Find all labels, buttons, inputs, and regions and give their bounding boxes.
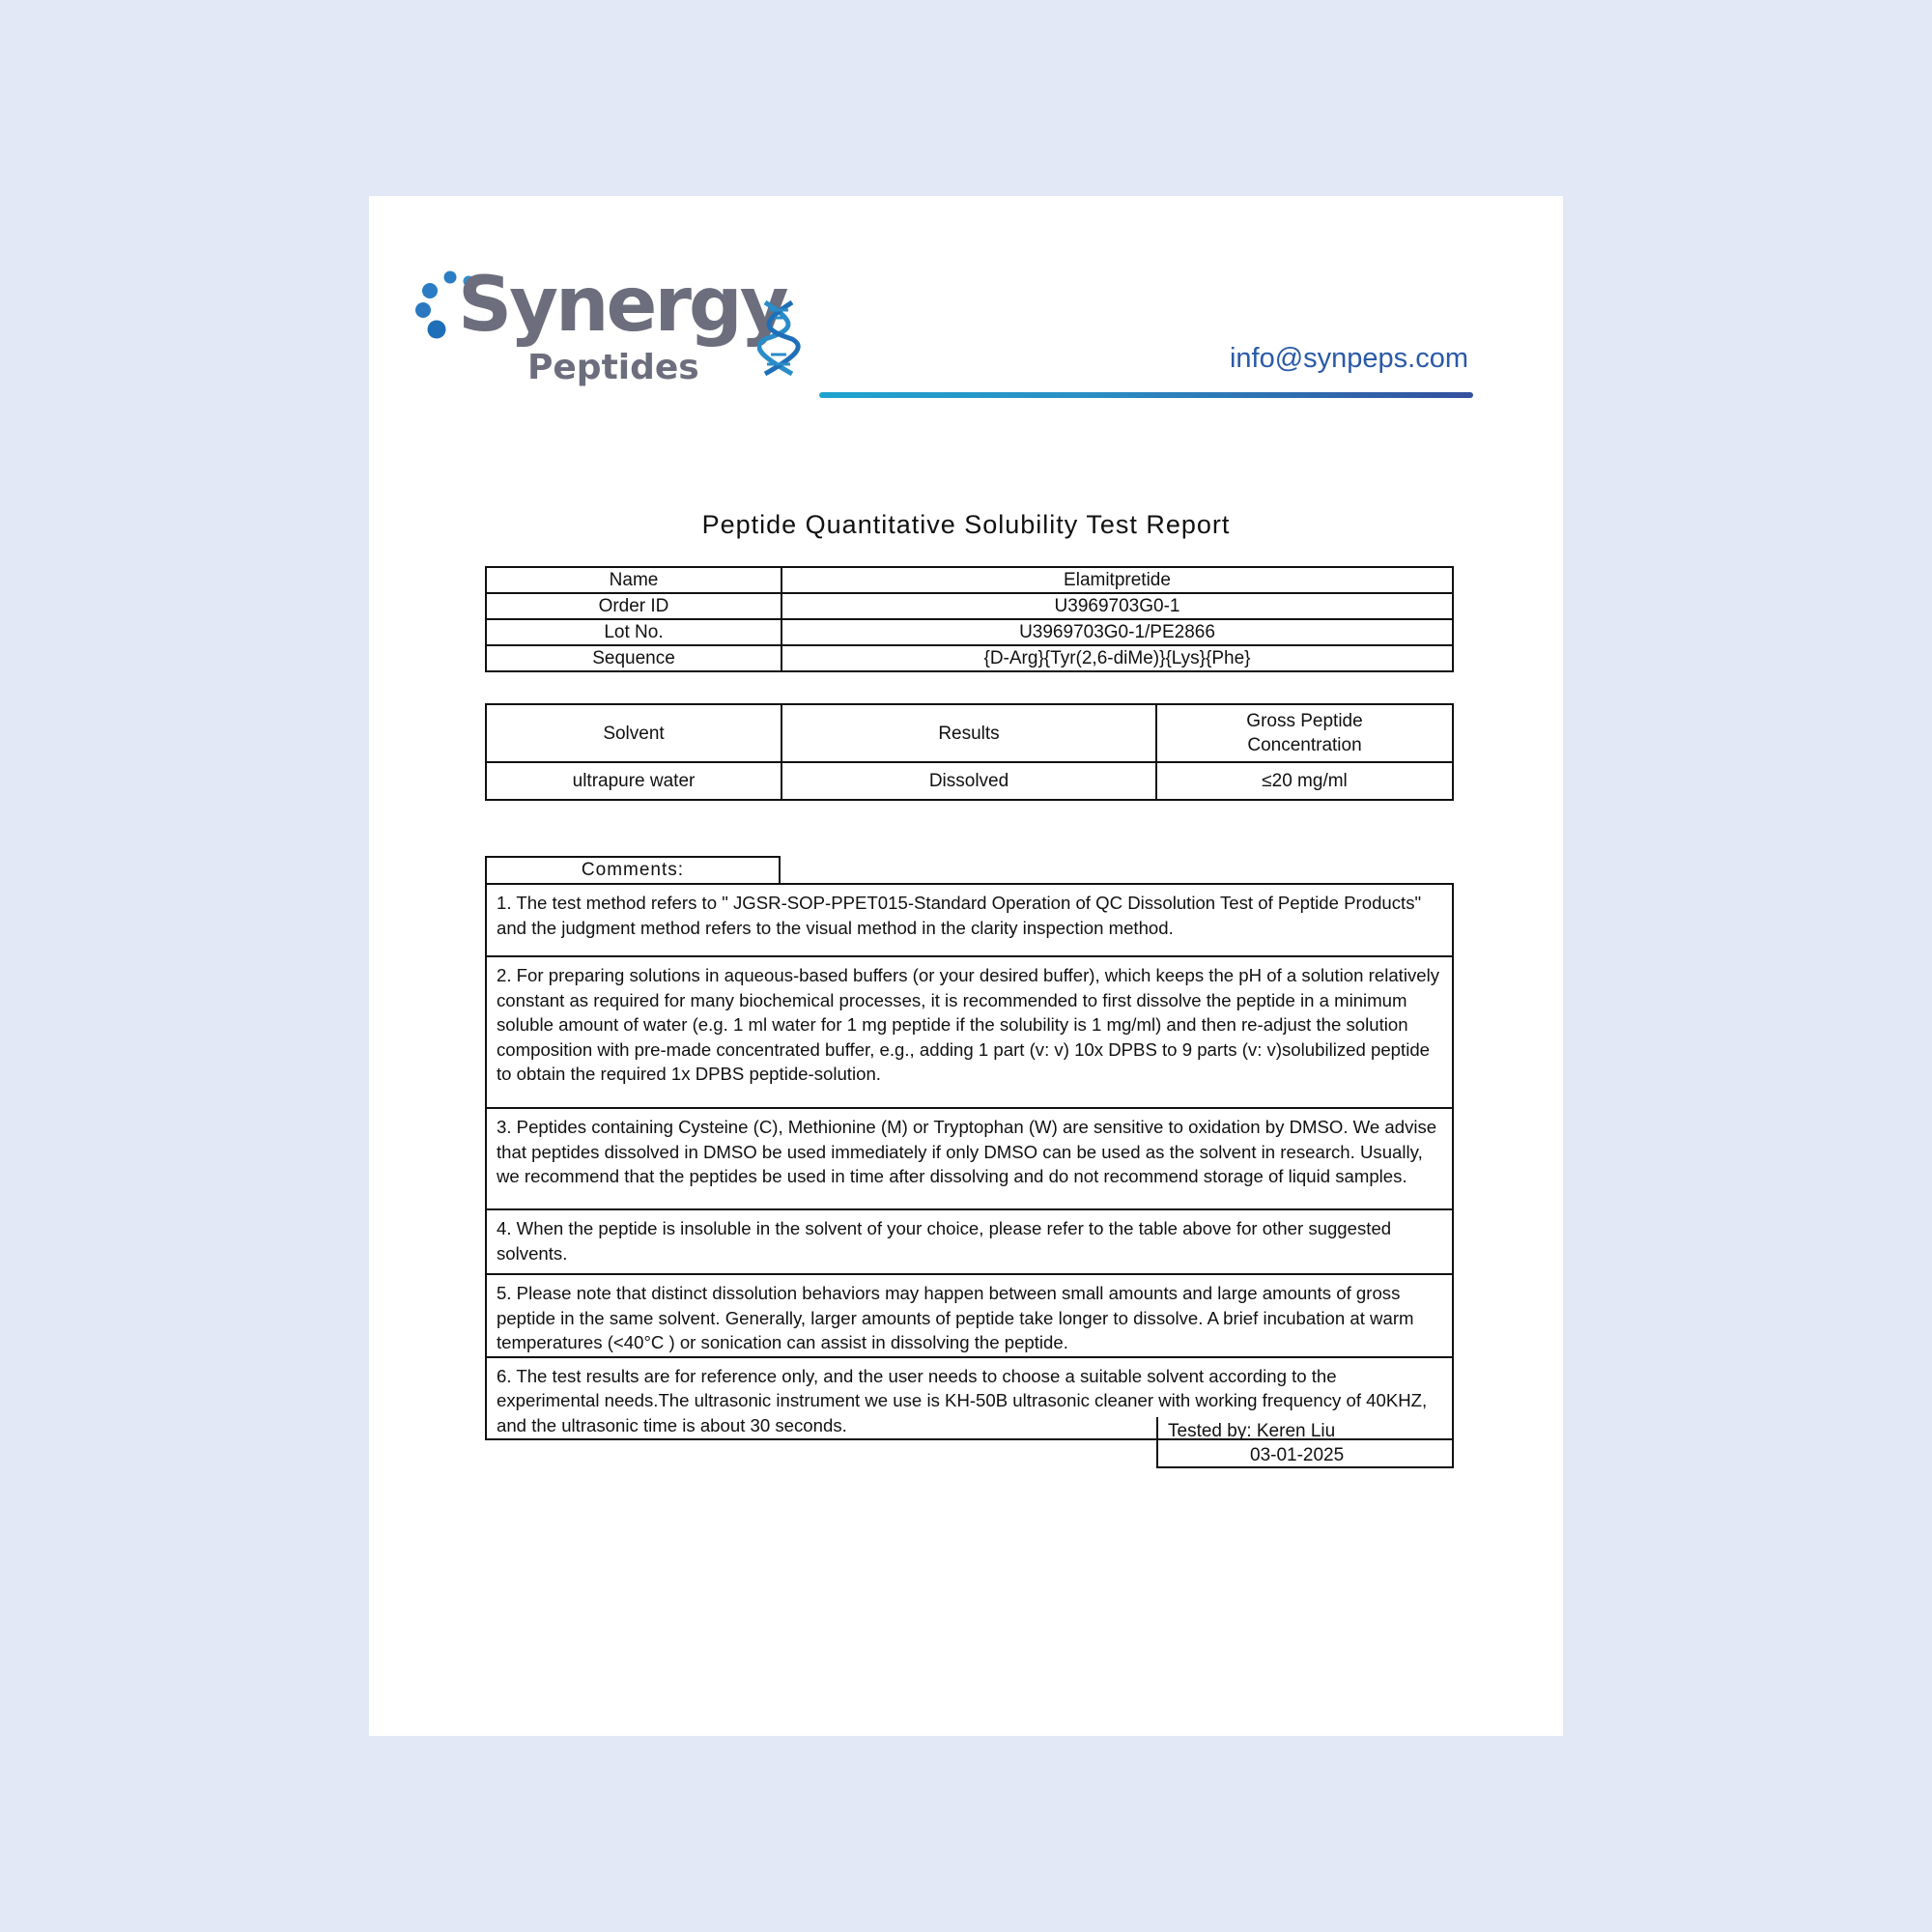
- solubility-results-table: [485, 703, 1454, 801]
- solvent-cell: ultrapure water: [486, 762, 781, 800]
- comment-text: 6. The test results are for reference only, and the user needs to choose a suitable solvent according to the experimental needs.The ultrasonic instrument we use is KH-50B ultrasonic cleaner with working frequency of 40KHZ, and the ultrasonic time is about 30 seconds.: [486, 1357, 1453, 1440]
- dna-helix-icon: [757, 300, 802, 378]
- info-value: U3969703G0-1: [781, 593, 1453, 619]
- info-value: U3969703G0-1/PE2866: [781, 619, 1453, 645]
- tested-by: Tested by: Keren Liu: [1168, 1421, 1336, 1441]
- comments-label: Comments:: [485, 856, 781, 883]
- concentration-header: [1156, 704, 1453, 762]
- comment-row: [486, 1108, 1453, 1209]
- table-header-row: [486, 704, 1453, 762]
- test-date: 03-01-2025: [1250, 1445, 1345, 1465]
- table-row: [486, 567, 1453, 593]
- table-row: [486, 645, 1453, 671]
- comment-row: [486, 1274, 1453, 1357]
- comment-row: [486, 956, 1453, 1108]
- logo-subtitle: Peptides: [527, 348, 699, 387]
- comment-text: 1. The test method refers to " JGSR-SOP-PPET015-Standard Operation of QC Dissolution Test of Peptide Products" and the judgment method refers to the visual method in the clarity inspection method.: [486, 884, 1453, 956]
- synergy-peptides-logo: [415, 262, 802, 411]
- comment-row: [486, 884, 1453, 956]
- comment-text: 5. Please note that distinct dissolution behaviors may happen between small amounts and large amounts of gross peptide in the same solvent. Generally, larger amounts of peptide take longer to dissolve. A brief incubation at warm temperatures (<40°C ) or sonication can assist in dissolving the peptide.: [486, 1274, 1453, 1357]
- comment-text: 3. Peptides containing Cysteine (C), Methionine (M) or Tryptophan (W) are sensitive to oxidation by DMSO. We advise that peptides dissolved in DMSO be used immediately if only DMSO can be used as the solvent in research. Usually, we recommend that the peptides be used in time after dissolving and do not recommend storage of liquid samples.: [486, 1108, 1453, 1209]
- info-value: {D-Arg}{Tyr(2,6-diMe)}{Lys}{Phe}: [781, 645, 1453, 671]
- table-row: [486, 619, 1453, 645]
- comments-table: [485, 883, 1454, 1440]
- logo-wordmark: Synergy: [458, 262, 786, 349]
- report-title: Peptide Quantitative Solubility Test Report: [701, 510, 1231, 539]
- info-label: Name: [486, 567, 781, 593]
- table-row: [486, 593, 1453, 619]
- comment-row: [486, 1209, 1453, 1274]
- contact-email: info@synpeps.com: [1229, 343, 1468, 374]
- result-cell: Dissolved: [781, 762, 1156, 800]
- info-label: Order ID: [486, 593, 781, 619]
- header-divider: [819, 392, 1473, 398]
- solvent-header: Solvent: [486, 704, 781, 762]
- info-table: [485, 566, 1454, 672]
- concentration-cell: ≤20 mg/ml: [1156, 762, 1453, 800]
- concentration-header-line2: Concentration: [1247, 735, 1362, 755]
- info-label: Lot No.: [486, 619, 781, 645]
- table-row: [486, 762, 1453, 800]
- results-header: Results: [781, 704, 1156, 762]
- info-value: Elamitpretide: [781, 567, 1453, 593]
- info-label: Sequence: [486, 645, 781, 671]
- report-page: [369, 196, 1563, 1736]
- concentration-header-line1: Gross Peptide: [1246, 711, 1363, 731]
- signature-box: [1156, 1417, 1454, 1468]
- comment-text: 2. For preparing solutions in aqueous-based buffers (or your desired buffer), which keeps the pH of a solution relatively constant as required for many biochemical processes, it is recommended to first dissolve the peptide in a minimum soluble amount of water (e.g. 1 ml water for 1 mg peptide if the solubility is 1 mg/ml) and then re-adjust the solution composition with pre-made concentrated buffer, e.g., adding 1 part (v: v) 10x DPBS to 9 parts (v: v)solubilized peptide to obtain the required 1x DPBS peptide-solution.: [486, 956, 1453, 1108]
- comment-text: 4. When the peptide is insoluble in the solvent of your choice, please refer to the table above for other suggested solvents.: [486, 1209, 1453, 1274]
